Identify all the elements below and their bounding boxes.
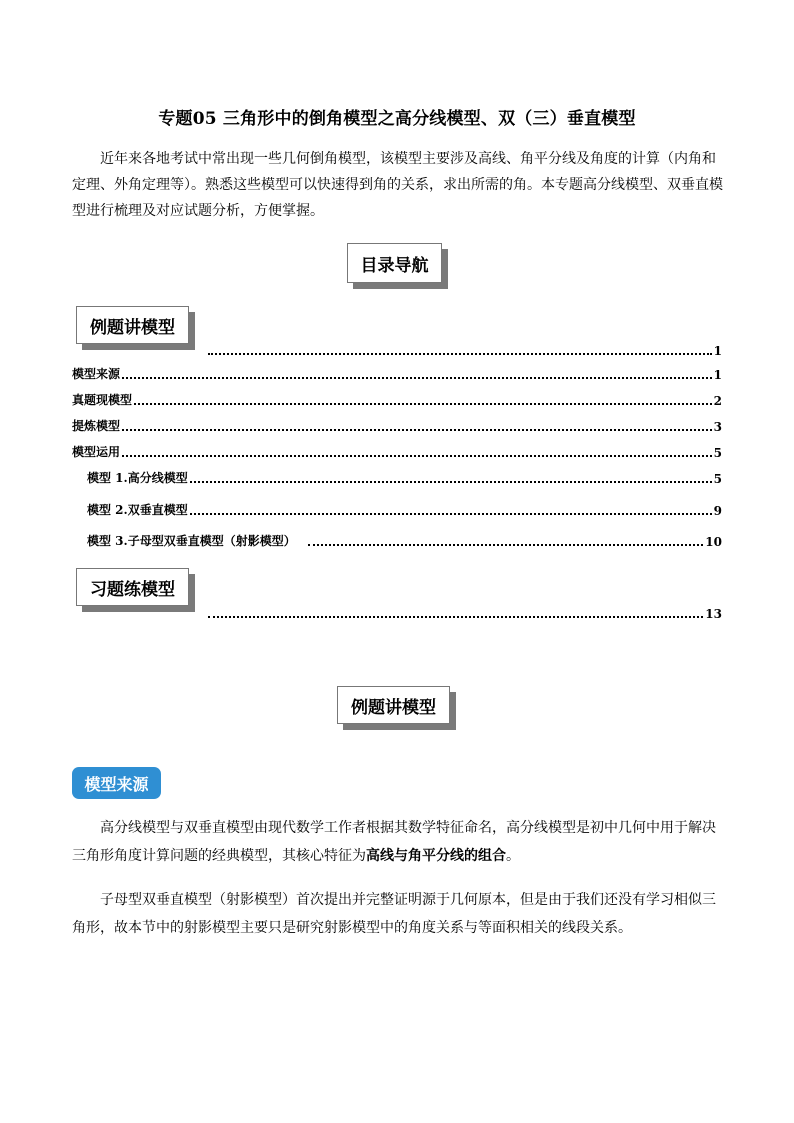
toc-page-number: 1 — [713, 368, 722, 382]
paragraph-model-origin — [72, 814, 724, 870]
toc-leader-dots — [190, 481, 712, 483]
toc-page-number: 10 — [705, 535, 722, 549]
toc-entry-label: 模型 1.高分线模型 — [87, 471, 188, 485]
toc-section-exercises-label: 习题练模型 — [90, 579, 175, 600]
toc-page-number: 5 — [713, 472, 722, 486]
toc-entry-label: 提炼模型 — [72, 419, 121, 433]
model-source-badge-label: 模型来源 — [84, 774, 149, 794]
toc-page-number: 2 — [713, 394, 722, 408]
paragraph-projection-model: 子母型双垂直模型（射影模型）首次提出并完整证明源于几何原本，但是由于我们还没有学习相似三角形，故本节中的射影模型主要只是研究射影模型中的角度关系与等面积相关的线段关系。 — [72, 892, 716, 936]
toc-entry-label: 模型来源 — [72, 367, 121, 381]
toc-section-examples[interactable] — [76, 306, 189, 344]
toc-entry-label: 模型 2.双垂直模型 — [87, 503, 188, 517]
toc-section-examples-label: 例题讲模型 — [90, 317, 175, 338]
page-title: 专题05 三角形中的倒角模型之高分线模型、双（三）垂直模型 — [158, 109, 636, 129]
toc-entry-examples[interactable] — [206, 342, 722, 358]
toc-entry-real-questions[interactable] — [72, 392, 722, 408]
section-heading-label: 例题讲模型 — [351, 697, 436, 718]
toc-page-number: 9 — [713, 504, 722, 518]
paragraph-text: 高分线模型与双垂直模型由现代数学工作者根据其数学特征命名，高分线模型是初中几何中用于解决三角形角度计算问题的经典模型，其核心特征为 — [72, 820, 716, 864]
toc-entry-model-3[interactable] — [87, 533, 722, 549]
toc-section-exercises[interactable] — [76, 568, 189, 606]
toc-heading-label: 目录导航 — [360, 255, 429, 276]
intro-paragraph: 近年来各地考试中常出现一些几何倒角模型，该模型主要涉及高线、角平分线及角度的计算（内角和定理、外角定理等）。熟悉这些模型可以快速得到角的关系，求出所需的角。本专题高分线模型、双垂直模型进行梳理及对应试题分析，方便掌握。 — [72, 151, 723, 219]
toc-page-number: 13 — [705, 607, 722, 621]
toc-entry-exercises[interactable] — [206, 605, 722, 621]
toc-entry-label: 模型 3.子母型双垂直模型（射影模型） — [87, 534, 296, 548]
toc-entry-refine-model[interactable] — [72, 418, 722, 434]
paragraph-highlight: 高线与角平分线的组合 — [366, 848, 506, 864]
toc-page-number: 3 — [713, 420, 722, 434]
section-heading-examples — [337, 686, 450, 724]
toc-entry-model-source[interactable] — [72, 366, 722, 382]
toc-entry-label: 模型运用 — [72, 445, 121, 459]
model-source-badge — [72, 767, 161, 799]
toc-leader-dots — [208, 353, 712, 355]
toc-leader-dots — [190, 513, 712, 515]
toc-entry-model-1[interactable] — [87, 470, 722, 486]
toc-leader-dots — [122, 429, 712, 431]
toc-leader-dots — [122, 455, 712, 457]
toc-heading — [347, 243, 442, 283]
toc-leader-dots — [134, 403, 712, 405]
toc-leader-dots — [308, 544, 704, 546]
toc-entry-model-apply[interactable] — [72, 444, 722, 460]
toc-page-number: 5 — [713, 446, 722, 460]
toc-leader-dots — [122, 377, 712, 379]
toc-page-number: 1 — [713, 344, 722, 358]
toc-leader-dots — [208, 616, 703, 618]
paragraph-end: 。 — [506, 848, 520, 864]
toc-entry-model-2[interactable] — [87, 502, 722, 518]
toc-entry-label: 真题现模型 — [72, 393, 133, 407]
